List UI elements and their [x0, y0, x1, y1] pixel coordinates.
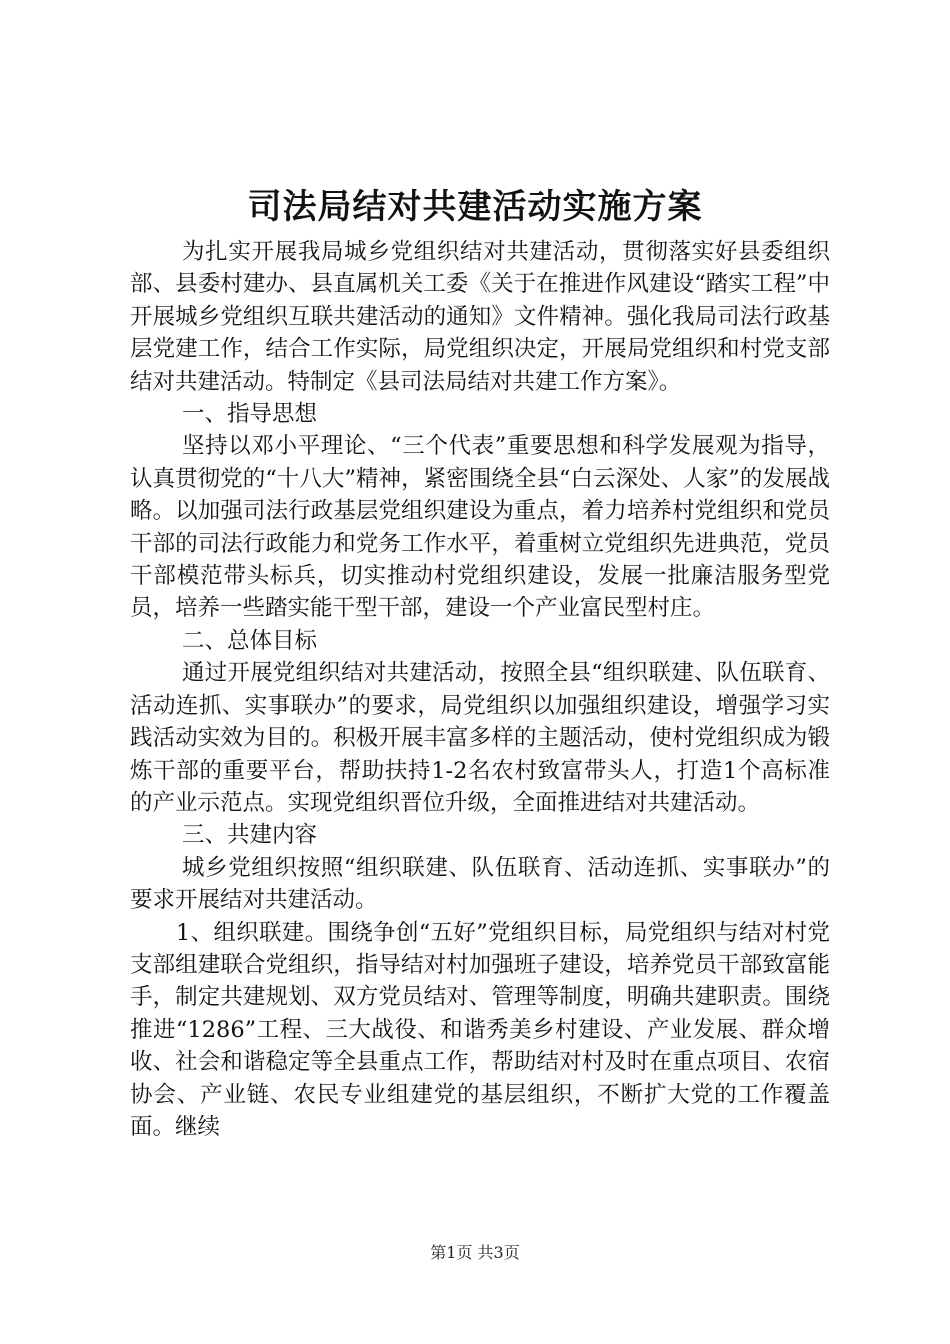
- guiding-ideology-paragraph: 坚持以邓小平理论、“三个代表”重要思想和科学发展观为指导，认真贯彻党的“十八大”精神，紧密围绕全县“白云深处、人家”的发展战略。以加强司法行政基层党组织建设为重点，着力培养村党组织和党员干部的司法行政能力和党务工作水平，着重树立党组织先进典范，党员干部模范带头标兵，切实推动村党组织建设，发展一批廉洁服务型党员，培养一些踏实能干型干部，建设一个产业富民型村庄。: [130, 433, 830, 622]
- page-number-footer: 第1页 共3页: [430, 1243, 520, 1262]
- intro-paragraph: 为扎实开展我局城乡党组织结对共建活动，贯彻落实好县委组织部、县委村建办、县直属机关工委《关于在推进作风建设“踏实工程”中开展城乡党组织互联共建活动的通知》文件精神。强化我局司法行政基层党建工作，结合工作实际，局党组织决定，开展局党组织和村党支部结对共建活动。特制定《县司法局结对共建工作方案》。: [130, 239, 830, 395]
- organization-joint-paragraph: 1、组织联建。围绕争创“五好”党组织目标，局党组织与结对村党支部组建联合党组织，指导结对村加强班子建设，培养党员干部致富能手，制定共建规划、双方党员结对、管理等制度，明确共建职责。围绕推进“1286”工程、三大战役、和谐秀美乡村建设、产业发展、群众增收、社会和谐稳定等全县重点工作，帮助结对村及时在重点项目、农宿协会、产业链、农民专业组建党的基层组织，不断扩大党的工作覆盖面。继续: [130, 919, 830, 1140]
- document-title: 司法局结对共建活动实施方案: [247, 187, 703, 227]
- joint-content-paragraph: 城乡党组织按照“组织联建、队伍联育、活动连抓、实事联办”的要求开展结对共建活动。: [130, 854, 830, 914]
- section-heading-guiding-ideology: 一、指导思想: [182, 401, 318, 428]
- section-heading-joint-content: 三、共建内容: [182, 822, 318, 849]
- section-heading-overall-goal: 二、总体目标: [182, 627, 318, 654]
- document-body: [130, 236, 830, 1143]
- overall-goal-paragraph: 通过开展党组织结对共建活动，按照全县“组织联建、队伍联育、活动连抓、实事联办”的要求，局党组织以加强组织建设，增强学习实践活动实效为目的。积极开展丰富多样的主题活动，使村党组织成为锻炼干部的重要平台，帮助扶持1-2名农村致富带头人，打造1个高标准的产业示范点。实现党组织晋位升级，全面推进结对共建活动。: [130, 660, 830, 816]
